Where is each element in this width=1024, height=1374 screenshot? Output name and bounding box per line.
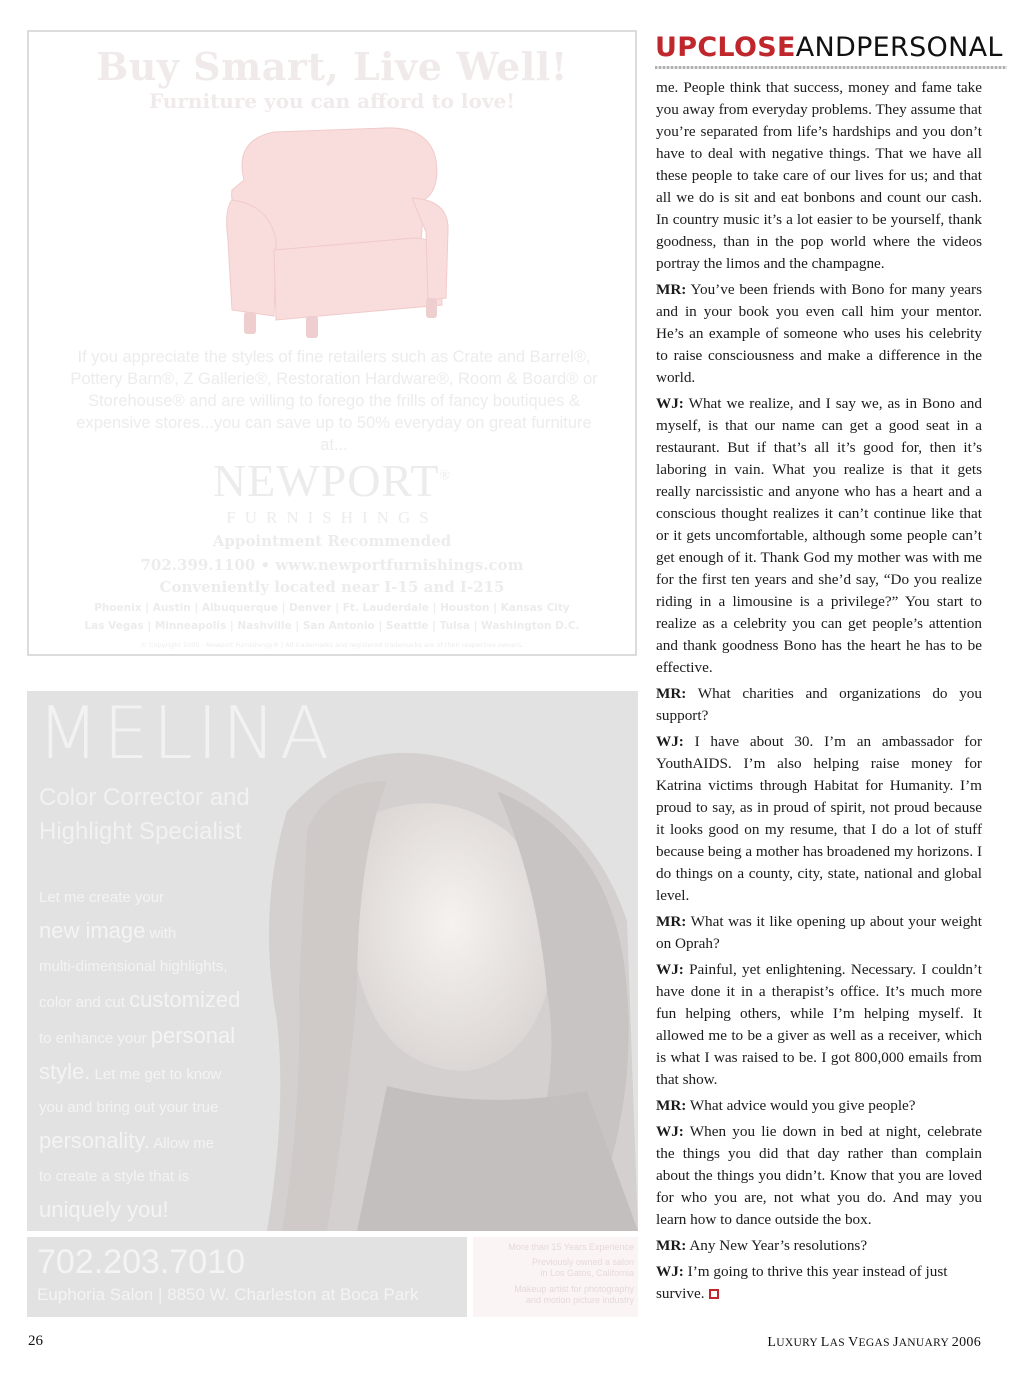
- pub-text: UXURY: [776, 1337, 821, 1349]
- melina-address: Euphoria Salon | 8850 W. Charleston at Boca Park: [37, 1285, 419, 1304]
- interview-question: [656, 683, 982, 727]
- interview-article: [656, 77, 982, 1309]
- pitch-emphasis: uniquely you!: [39, 1197, 169, 1222]
- newport-cities-line1: Phoenix | Austin | Albuquerque | Denver | Ft. Lauderdale | Houston | Kansas City: [94, 602, 570, 614]
- pub-cap: L: [820, 1335, 830, 1350]
- bio-line: and motion picture industry: [525, 1295, 634, 1305]
- pub-text: AS: [829, 1337, 849, 1349]
- newport-website: www.newportfurnishings.com: [275, 556, 524, 574]
- question-text: What was it like opening up about your weight on Oprah?: [656, 913, 982, 952]
- ad-headline: Buy Smart, Live Well!: [96, 44, 568, 89]
- newport-location: Conveniently located near I-15 and I-215: [159, 578, 505, 596]
- page-number: 26: [28, 1333, 43, 1349]
- role-line: Highlight Specialist: [39, 818, 242, 845]
- pitch-text: multi-dimensional highlights,: [39, 958, 228, 975]
- section-rule: [655, 66, 1007, 69]
- pitch-text: to create a style that is: [39, 1168, 190, 1185]
- pub-cap: J: [892, 1335, 899, 1350]
- end-mark-icon: [709, 1289, 719, 1299]
- newport-contact: [29, 556, 635, 574]
- speaker-label: WJ:: [656, 961, 684, 978]
- answer-text: Painful, yet enlightening. Necessary. I couldn’t have done it in a therapist’s office. It’s much more fun helping others, while I’m helping myself. It allowed me to be a giver as well as a receiver, which is what I was raised to be. I got 800,000 emails from that show.: [656, 961, 982, 1088]
- interview-answer: [656, 393, 982, 679]
- stylist-role: [39, 781, 250, 849]
- registered-mark: ®: [439, 468, 452, 484]
- publication-footer: [767, 1335, 981, 1351]
- appointment-note: Appointment Recommended: [212, 532, 452, 550]
- stylist-pitch: [39, 881, 309, 1229]
- question-text: You’ve been friends with Bono for many years and in your book you even call him your mentor. He’s an example of someone who uses his celebrity to raise consciousness and make a difference in the world.: [656, 281, 982, 386]
- pitch-emphasis: personal: [150, 1023, 236, 1048]
- newport-copyright: © Copyright 2005 - Newport Furnishings® | All trademarks and registered trademarks are of their respective owners.: [140, 641, 524, 649]
- interview-answer: [656, 1261, 982, 1305]
- speaker-label: WJ:: [656, 395, 684, 412]
- article-paragraph: me. People think that success, money and fame take you away from everyday problems. They assume that you’re separated from life’s hardships and you don’t have to deal with negative things. That we have all these people to take care of our lives for us; and that all we do is sit and eat bonbons and count our cash. In country music it’s a lot easier to be yourself, thank goodness, than in the pop world where the videos portray the limos and the champagne.: [656, 79, 982, 272]
- interview-question: [656, 279, 982, 389]
- section-header: [655, 30, 1007, 70]
- interview-question: [656, 911, 982, 955]
- answer-text: I’m going to thrive this year instead of just survive.: [656, 1263, 948, 1302]
- ad-subhead: Furniture you can afford to love!: [149, 89, 515, 113]
- bio-line: in Los Gatos, California: [540, 1268, 634, 1278]
- question-text: Any New Year’s resolutions?: [686, 1237, 868, 1254]
- answer-text: I have about 30. I’m an ambassador for YouthAIDS. I’m also helping raise money for Katrina victims through Habitat for Humanity. I’m proud to say, as in proud of spirit, not proud because it looks good on my resume, that I do a lot of stuff because being a mother has broadened my horizons. I do things on a county, city, state, national and global level.: [656, 733, 982, 904]
- bio-line: Previously owned a salon: [531, 1257, 634, 1267]
- answer-text: What we realize, and I say we, as in Bono and myself, is that our name can get a good seat in a restaurant. But if that’s all it’s good for, then it’s laboring in vain. What you realize is that it gets really narcissistic and anyone who has a heart and a conscious thought realizes it can’t continue like that or it gets uncomfortable, although some people can’t get enough of it. Thank God my mother was with me for the first ten years and she’d say, “Do you realize riding in a limousine is a privilege?” You start to realize as a celebrity you can get people’s attention and thank goodness Bono has the heart he has to be effective.: [656, 395, 982, 676]
- speaker-label: MR:: [656, 685, 687, 702]
- role-line: Color Corrector and: [39, 784, 250, 811]
- question-text: What charities and organizations do you support?: [656, 685, 982, 724]
- interview-question: [656, 1095, 982, 1117]
- speaker-label: MR:: [656, 1237, 687, 1254]
- pub-cap: V: [848, 1335, 859, 1350]
- pitch-emphasis: personality.: [39, 1128, 150, 1153]
- pitch-emphasis: new image: [39, 918, 146, 943]
- speaker-label: WJ:: [656, 1263, 684, 1280]
- section-title-dark: ANDPERSONAL: [795, 32, 1003, 63]
- pub-text: ANUARY: [898, 1337, 952, 1349]
- newport-logo-sub: FURNISHINGS: [226, 508, 438, 527]
- pitch-emphasis: customized: [129, 987, 241, 1012]
- bio-line: More than 15 Years Experience: [508, 1242, 634, 1252]
- pitch-text: Allow me: [149, 1135, 215, 1152]
- pitch-text: Let me get to know: [90, 1066, 222, 1083]
- speaker-label: WJ:: [656, 1123, 684, 1140]
- section-title: [655, 32, 1003, 63]
- melina-salon-ad: [27, 691, 638, 1231]
- ad-body-copy: If you appreciate the styles of fine retailers such as Crate and Barrel®, Pottery Barn®, Z Gallerie®, Restoration Hardware®, Room & Board® or Storehouse® and are willing to forego the frills of fancy boutiques & expensive stores...you can save up to 50% everyday on great furniture at...: [70, 348, 598, 454]
- newport-cities-line2: Las Vegas | Minneapolis | Nashville | San Antonio | Seattle | Tulsa | Washington D.C.: [84, 620, 580, 632]
- answer-text: When you lie down in bed at night, celebrate the things you did that day rather than complain about the things you didn’t. Know that you are loved for who you are, not what you do. And may you learn how to dance outside the box.: [656, 1123, 982, 1228]
- pitch-emphasis: style.: [39, 1059, 91, 1084]
- newport-furnishings-ad: [27, 30, 637, 656]
- melina-phone: 702.203.7010: [37, 1243, 245, 1281]
- interview-answer: [656, 959, 982, 1091]
- bio-line: Makeup artist for photography: [514, 1284, 634, 1294]
- interview-question: [656, 1235, 982, 1257]
- interview-answer: [656, 1121, 982, 1231]
- speaker-label: MR:: [656, 1097, 687, 1114]
- question-text: What advice would you give people?: [686, 1097, 916, 1114]
- pitch-text: with: [145, 925, 177, 942]
- pitch-text: you and bring out your true: [39, 1099, 219, 1116]
- pitch-text: to enhance your: [39, 1030, 151, 1047]
- pub-cap: L: [767, 1335, 777, 1350]
- newport-phone: 702.399.1100: [140, 556, 256, 574]
- separator-bullet: •: [260, 556, 271, 574]
- pub-text: EGAS: [858, 1337, 893, 1349]
- newport-logo: [29, 454, 635, 507]
- melina-contact-bar: [27, 1237, 467, 1317]
- melina-bio-box: [473, 1237, 638, 1317]
- section-title-red: UPCLOSE: [655, 32, 796, 63]
- speaker-label: MR:: [656, 281, 687, 298]
- speaker-label: MR:: [656, 913, 687, 930]
- speaker-label: WJ:: [656, 733, 684, 750]
- interview-answer: [656, 731, 982, 907]
- logo-wordmark: NEWPORT: [212, 455, 440, 506]
- stylist-name: MELINA: [37, 691, 334, 775]
- armchair-image: [214, 120, 454, 345]
- pitch-text: color and cut: [39, 994, 130, 1011]
- pitch-text: Let me create your: [39, 889, 165, 906]
- pub-year: 2006: [951, 1335, 981, 1350]
